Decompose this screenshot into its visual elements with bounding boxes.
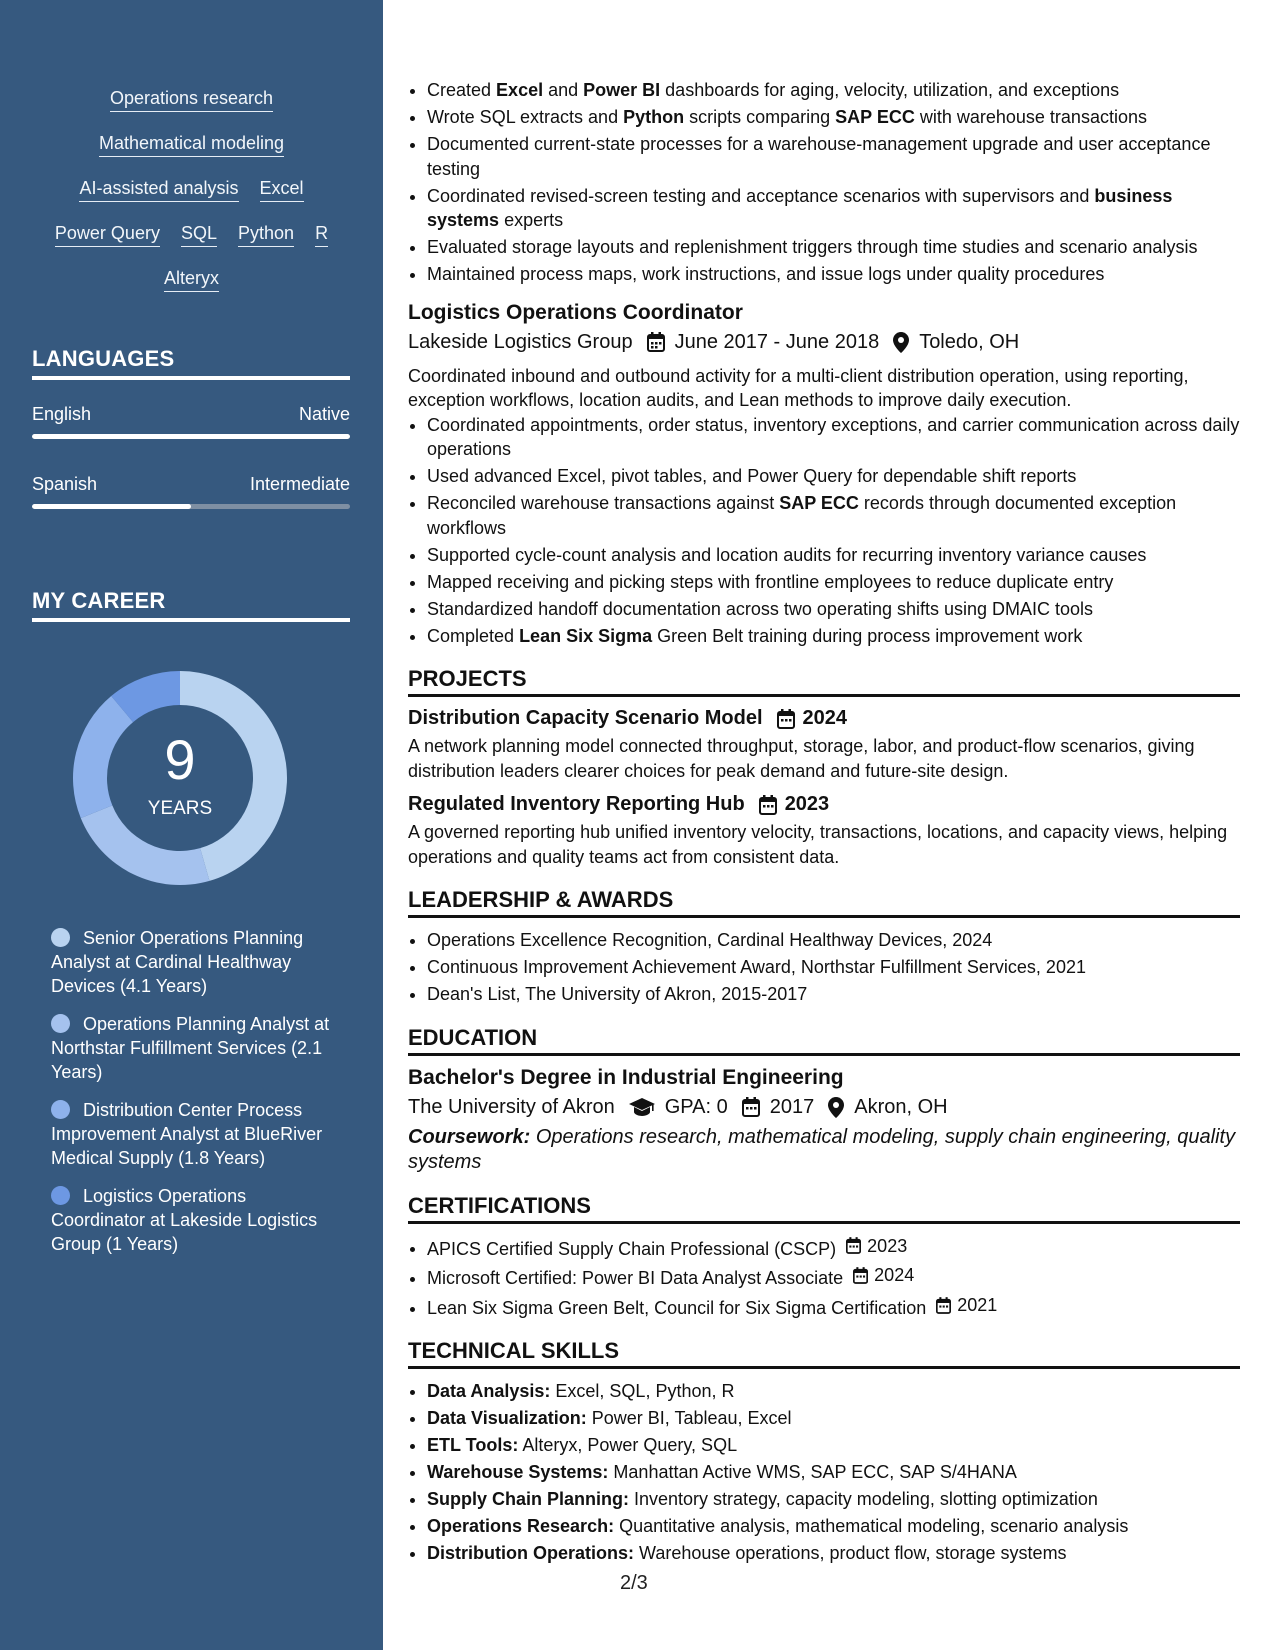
calendar-icon [759,795,777,815]
certification-item [427,1293,1240,1320]
legend-dot-icon [51,1014,70,1033]
bullet-item: • Reconciled warehouse transactions against SAP ECC records through documented exception workflows [427,491,1240,540]
career-legend [51,926,331,1270]
skill-tag: Power Query [55,223,160,247]
tech-skill-value: Manhattan Active WMS, SAP ECC, SAP S/4HANA [613,1462,1017,1483]
project-entry [408,707,1240,783]
sidebar [0,0,383,1650]
career-legend-text: Operations Planning Analyst at Northstar Fulfillment Services (2.1 Years) [51,1014,330,1082]
bullet-item: • Used advanced Excel, pivot tables, and Power Query for dependable shift reports [427,464,1240,489]
certifications-list [408,1234,1240,1321]
skills-row [0,133,383,157]
award-item: • Continuous Improvement Achievement Award, Northstar Fulfillment Services, 2021 [427,955,1240,980]
main-content [408,78,1240,1568]
language-name: Spanish [32,474,98,494]
career-total-years: 9 [164,728,196,791]
language-name: English [32,404,92,424]
tech-skill-item [427,1433,1240,1458]
project-title: Distribution Capacity Scenario Model [408,707,763,729]
language-bar-fill [32,504,191,509]
tech-skill-label: ETL Tools: [427,1435,519,1456]
school-name: The University of Akron [408,1095,615,1118]
award-item: • Operations Excellence Recognition, Cardinal Healthway Devices, 2024 [427,928,1240,953]
education-entry [408,1066,1240,1175]
tech-skill-item [427,1514,1240,1539]
language-bar [32,504,350,509]
tech-skill-label: Warehouse Systems: [427,1462,609,1483]
skills-row [0,178,383,202]
calendar-icon [777,709,795,729]
education-heading: EDUCATION [408,1025,1240,1056]
projects-heading: PROJECTS [408,666,1240,697]
certification-year: 2023 [867,1235,908,1256]
tech-skill-item [427,1541,1240,1566]
job-summary: Coordinated inbound and outbound activity for a multi-client distribution operation, using reporting, exception workflows, location audits, and Lean methods to improve daily execution. [408,365,1189,410]
skill-tag: Mathematical modeling [99,133,284,157]
skill-tag: Python [238,223,294,247]
certification-name: Lean Six Sigma Green Belt, Council for Six Sigma Certification [427,1297,927,1318]
bullet-item: • Evaluated storage layouts and replenishment triggers through time studies and scenario analysis [427,235,1240,260]
career-total-label: YEARS [147,798,213,819]
calendar-icon [647,332,665,352]
tech-skill-value: Alteryx, Power Query, SQL [522,1435,738,1456]
location-pin-icon [828,1097,844,1118]
project-title-row [408,707,1240,730]
language-level: Native [298,404,350,424]
technical-skills-heading: TECHNICAL SKILLS [408,1338,1240,1369]
skill-tag: Excel [260,178,304,202]
skill-tag: R [315,223,328,247]
job-meta [408,331,1240,354]
legend-dot-icon [51,1186,70,1205]
tech-skill-value: Quantitative analysis, mathematical modeling, scenario analysis [619,1516,1129,1537]
certification-item [427,1263,1240,1290]
award-item: • Dean's List, The University of Akron, 2015-2017 [427,982,1240,1007]
tech-skill-label: Distribution Operations: [427,1543,634,1564]
education-meta [408,1096,1240,1119]
technical-skills-list [408,1379,1240,1566]
career-legend-item [51,926,331,998]
certification-year: 2024 [874,1265,915,1286]
awards-heading: LEADERSHIP & AWARDS [408,887,1240,918]
tech-skill-label: Operations Research: [427,1516,615,1537]
language-row [32,474,350,495]
language-row [32,404,350,425]
bullet-item: • Standardized handoff documentation across two operating shifts using DMAIC tools [427,597,1240,622]
bullet-item: • Mapped receiving and picking steps with frontline employees to reduce duplicate entry [427,570,1240,595]
job-bullets [408,413,1240,649]
bullet-item: • Created Excel and Power BI dashboards for aging, velocity, utilization, and exceptions [427,78,1240,103]
tech-skill-label: Data Analysis: [427,1381,551,1402]
job-dates: June 2017 - June 2018 [674,330,880,353]
tech-skill-label: Supply Chain Planning: [427,1489,629,1510]
tech-skill-value: Inventory strategy, capacity modeling, slotting optimization [634,1489,1098,1510]
calendar-icon [846,1237,861,1254]
skills-row [0,223,383,247]
coursework [408,1125,1240,1175]
project-year: 2023 [784,793,830,815]
career-legend-item [51,1184,331,1256]
skills-row [0,88,383,112]
project-title-row [408,793,1240,816]
career-heading: MY CAREER [32,588,350,622]
languages-heading: LANGUAGES [32,346,350,380]
career-legend-item [51,1098,331,1170]
skill-tag: Operations research [110,88,273,112]
bullet-item: • Coordinated revised-screen testing and acceptance scenarios with supervisors and business systems experts [427,184,1240,233]
certification-date [846,1234,907,1259]
career-legend-text: Senior Operations Planning Analyst at Cardinal Healthway Devices (4.1 Years) [51,928,304,996]
skill-tag: SQL [181,223,217,247]
career-legend-item [51,1012,331,1084]
language-bar [32,434,350,439]
skill-tag: Alteryx [164,268,219,292]
language-level: Intermediate [249,474,350,494]
bullet-item: • Maintained process maps, work instructions, and issue logs under quality procedures [427,262,1240,287]
career-legend-text: Distribution Center Process Improvement Analyst at BlueRiver Medical Supply (1.8 Years) [51,1100,323,1168]
certification-item [427,1234,1240,1261]
bullet-item: • Completed Lean Six Sigma Green Belt training during process improvement work [427,624,1240,649]
skill-tag: AI-assisted analysis [79,178,238,202]
bullet-item: • Supported cycle-count analysis and location audits for recurring inventory variance causes [427,543,1240,568]
legend-dot-icon [51,1100,70,1119]
degree-title: Bachelor's Degree in Industrial Engineering [408,1065,844,1089]
job-entry [408,301,1240,649]
coursework-label: Coursework: [408,1125,531,1148]
page-number: 2/3 [620,1572,648,1594]
certification-year: 2021 [957,1295,998,1315]
school-location: Akron, OH [854,1095,948,1118]
job-title: Logistics Operations Coordinator [408,300,743,324]
calendar-icon [853,1267,868,1284]
tech-skill-item [427,1460,1240,1485]
graduation-year: 2017 [769,1095,815,1118]
location-pin-icon [893,332,909,353]
previous-job-bullets [408,78,1240,287]
project-description: A network planning model connected throughput, storage, labor, and product-flow scenarios, giving distribution leaders clearer choices for peak demand and future-site design. [408,736,1195,781]
awards-list [408,928,1240,1007]
graduation-cap-icon [629,1098,655,1116]
tech-skill-value: Power BI, Tableau, Excel [591,1408,792,1429]
coursework-text: Operations research, mathematical modeling, supply chain engineering, quality systems [408,1125,1236,1173]
career-donut-chart [65,663,295,893]
project-description: A governed reporting hub unified inventory velocity, transactions, locations, and capacity views, helping operations and quality teams act from consistent data. [408,822,1228,867]
certification-name: Microsoft Certified: Power BI Data Analyst Associate [427,1268,844,1288]
certification-date [936,1293,997,1318]
tech-skill-label: Data Visualization: [427,1408,587,1429]
project-title: Regulated Inventory Reporting Hub [408,793,745,815]
bullet-item: • Coordinated appointments, order status, inventory exceptions, and carrier communication across daily operations [427,413,1240,462]
gpa: GPA: 0 [664,1095,728,1118]
career-legend-text: Logistics Operations Coordinator at Lakeside Logistics Group (1 Years) [51,1186,318,1254]
tech-skill-item [427,1406,1240,1431]
legend-dot-icon [51,928,70,947]
certifications-heading: CERTIFICATIONS [408,1193,1240,1224]
tech-skill-value: Warehouse operations, product flow, storage systems [639,1543,1067,1564]
project-entry [408,793,1240,869]
tech-skill-value: Excel, SQL, Python, R [555,1381,735,1402]
calendar-icon [742,1097,760,1117]
tech-skill-item [427,1487,1240,1512]
bullet-item: • Documented current-state processes for a warehouse-management upgrade and user acceptance testing [427,132,1240,181]
tech-skill-item [427,1379,1240,1404]
calendar-icon [936,1297,951,1314]
company-name: Lakeside Logistics Group [408,330,633,353]
language-bar-fill [32,434,350,439]
certification-date [853,1263,914,1288]
skills-row [0,268,383,292]
bullet-item: • Wrote SQL extracts and Python scripts comparing SAP ECC with warehouse transactions [427,105,1240,130]
certification-name: APICS Certified Supply Chain Professional (CSCP) [427,1238,837,1259]
job-location: Toledo, OH [919,330,1020,353]
project-year: 2024 [802,707,848,729]
